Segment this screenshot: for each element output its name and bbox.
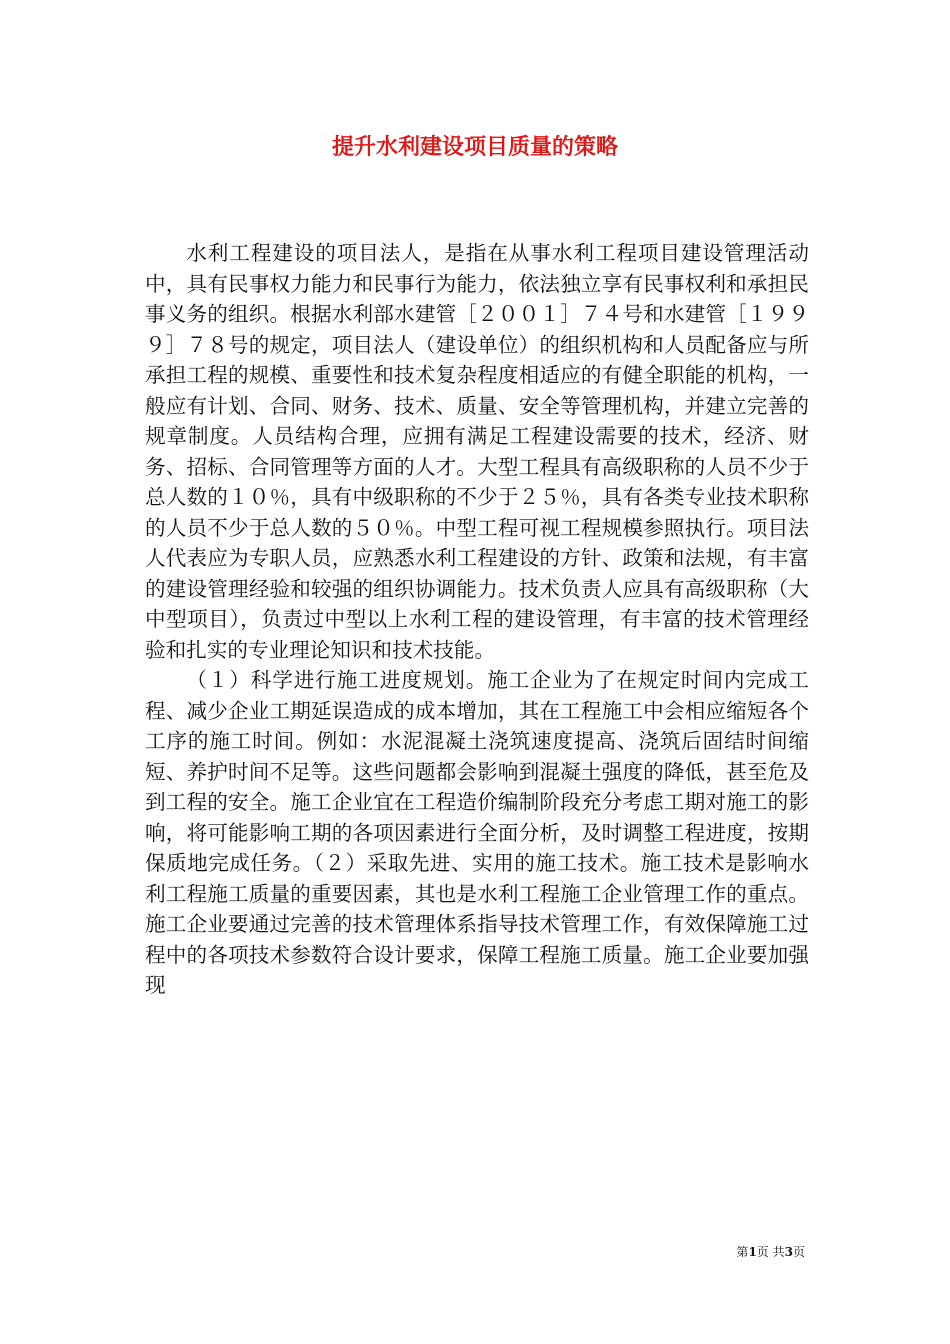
footer-suffix: 页 [792,1245,805,1259]
footer-middle: 页 共 [756,1245,785,1259]
footer-prefix: 第 [736,1245,749,1259]
footer-total-pages: 3 [784,1245,793,1259]
paragraph-1: 水利工程建设的项目法人，是指在从事水利工程项目建设管理活动中，具有民事权力能力和民事行为能力，依法独立享有民事权利和承担民事义务的组织。根据水利部水建管［２００１］７４号和水建管［１９９９］７８号的规定，项目法人（建设单位）的组织机构和人员配备应与所承担工程的规模、重要性和技术复杂程度相适应的有健全职能的机构，一般应有计划、合同、财务、技术、质量、安全等管理机构，并建立完善的规章制度。人员结构合理，应拥有满足工程建设需要的技术，经济、财务、招标、合同管理等方面的人才。大型工程具有高级职称的人员不少于总人数的１０％，具有中级职称的不少于２５％，具有各类专业技术职称的人员不少于总人数的５０％。中型工程可视工程规模参照执行。项目法人代表应为专职人员，应熟悉水利工程建设的方针、政策和法规，有丰富的建设管理经验和较强的组织协调能力。技术负责人应具有高级职称（大中型项目），负责过中型以上水利工程的建设管理，有丰富的技术管理经验和扎实的专业理论知识和技术技能。 [145,241,809,662]
paragraph-2: （１）科学进行施工进度规划。施工企业为了在规定时间内完成工程、减少企业工期延误造成的成本增加，其在工程施工中会相应缩短各个工序的施工时间。例如：水泥混凝土浇筑速度提高、浇筑后固结时间缩短、养护时间不足等。这些问题都会影响到混凝土强度的降低，甚至危及到工程的安全。施工企业宜在工程造价编制阶段充分考虑工期对施工的影响，将可能影响工期的各项因素进行全面分析，及时调整工程进度，按期保质地完成任务。（２）采取先进、实用的施工技术。施工技术是影响水利工程施工质量的重要因素，其也是水利工程施工企业管理工作的重点。施工企业要通过完善的技术管理体系指导技术管理工作，有效保障施工过程中的各项技术参数符合设计要求，保障工程施工质量。施工企业要加强现 [145,668,809,997]
document-title: 提升水利建设项目质量的策略 [331,135,618,160]
footer-current-page: 1 [748,1245,757,1259]
page-number-footer [736,1244,805,1260]
document-body [145,238,809,1001]
